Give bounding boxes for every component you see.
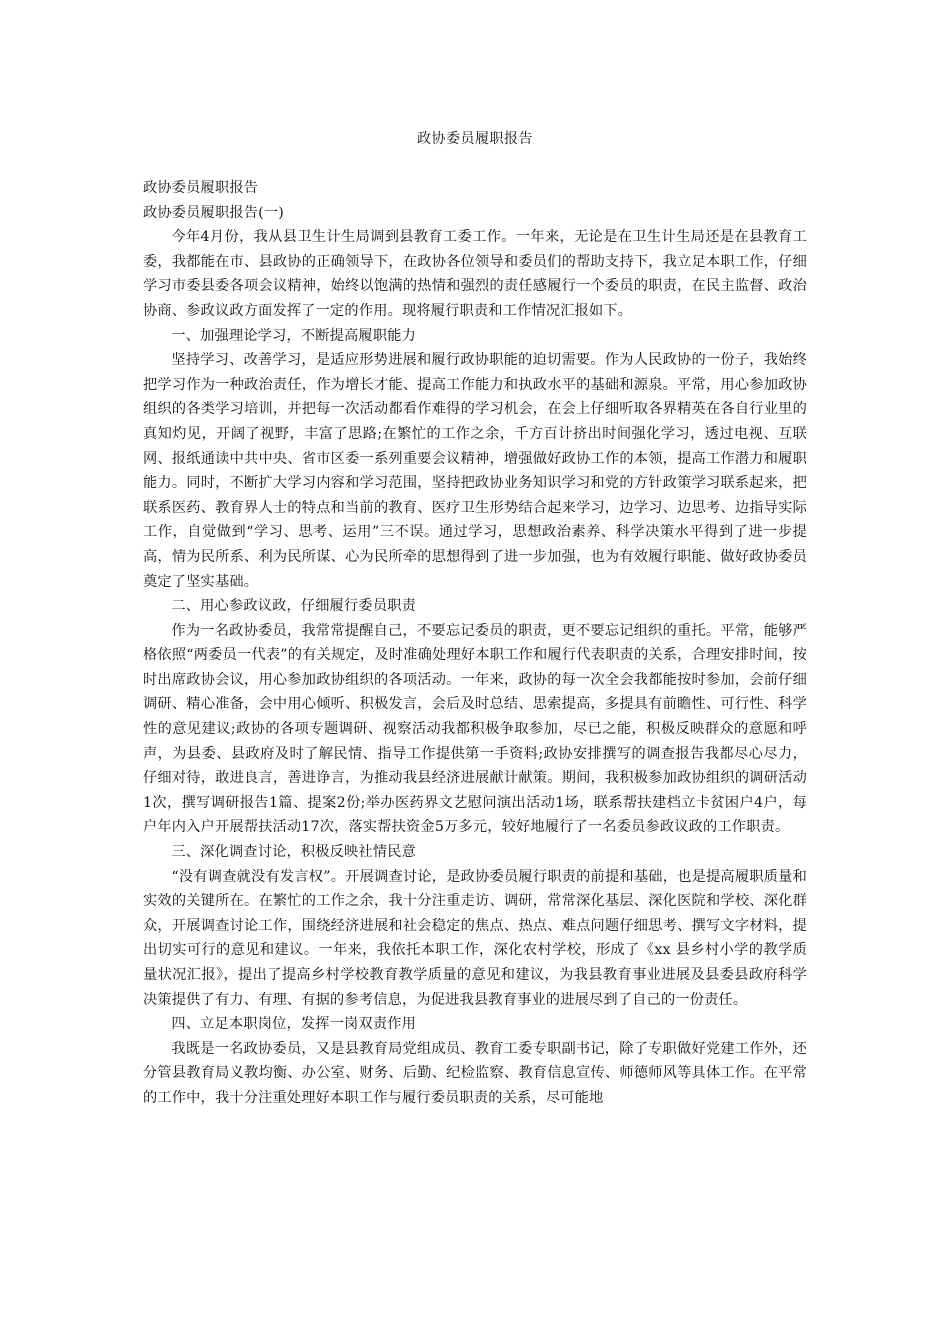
section-heading: 二、用心参政议政，仔细履行委员职责 [171, 598, 416, 615]
section-heading: 一、加强理论学习，不断提高履职能力 [171, 327, 416, 344]
paragraph: “没有调查就没有发言权”。开展调查讨论，是政协委员履行职责的前提和基础，也是提高履职质量和实效的关键所在。在繁忙的工作之余，我十分注重走访、调研，常常深化基层、深化医院和学校、深化群众，开展调查讨论工作，围绕经济进展和社会稳定的焦点、热点、难点问题仔细思考、撰写文字材料，提出切实可行的意见和建议。一年来，我依托本职工作，深化农村学校，形成了《xx 县乡村小学的教学质量状况汇报》，提出了提高乡村学校教育教学质量的意见和建议，为我县教育事业进展及县委县政府科学决策提供了有力、有理、有据的参考信息，为促进我县教育事业的进展尽到了自己的一份责任。 [143, 868, 807, 1008]
paragraph: 坚持学习、改善学习，是适应形势进展和履行政协职能的迫切需要。作为人民政协的一份子，我始终把学习作为一种政治责任，作为增长才能、提高工作能力和执政水平的基础和源泉。平常，用心参加政协组织的各类学习培训，并把每一次活动都看作难得的学习机会，在会上仔细听取各界精英在各自行业里的真知灼见，开阔了视野，丰富了思路;在繁忙的工作之余，千方百计挤出时间强化学习，透过电视、互联网、报纸通读中共中央、省市区委一系列重要会议精神，增强做好政协工作的本领，提高工作潜力和履职能力。同时，不断扩大学习内容和学习范围，坚持把政协业务知识学习和党的方针政策学习联系起来，把联系医药、教育界人士的特点和当前的教育、医疗卫生形势结合起来学习，边学习、边思考、边指导实际工作，自觉做到“学习、思考、运用”三不误。通过学习，思想政治素养、科学决策水平得到了进一步提高，情为民所系、利为民所谋、心为民所牵的思想得到了进一步加强，也为有效履行职能、做好政协委员奠定了坚实基础。 [143, 352, 807, 590]
paragraph: 我既是一名政协委员，又是县教育局党组成员、教育工委专职副书记，除了专职做好党建工作外，还分管县教育局义教均衡、办公室、财务、后勤、纪检监察、教育信息宣传、师德师风等具体工作。在平常的工作中，我十分注重处理好本职工作与履行委员职责的关系，尽可能地 [143, 1040, 807, 1106]
lead-line: 政协委员履职报告(一) [143, 204, 284, 221]
section-heading: 四、立足本职岗位，发挥一岗双责作用 [171, 1016, 416, 1033]
lead-line: 政协委员履职报告 [143, 180, 259, 196]
paragraph: 作为一名政协委员，我常常提醒自己，不要忘记委员的职责，更不要忘记组织的重托。平常，能够严格依照“两委员一代表”的有关规定，及时准确处理好本职工作和履行代表职责的关系，合理安排时间，按时出席政协会议，用心参加政协组织的各项活动。一年来，政协的每一次全会我都能按时参加，会前仔细调研、精心准备，会中用心倾听、积极发言，会后及时总结、思索提高，多提具有前瞻性、可行性、科学性的意见建议;政协的各项专题调研、视察活动我都积极争取参加，尽已之能，积极反映群众的意愿和呼声，为县委、县政府及时了解民情、指导工作提供第一手资料;政协安排撰写的调查报告我都尽心尽力，仔细对待，敢进良言，善进诤言，为推动我县经济进展献计献策。期间，我积极参加政协组织的调研活动1次，撰写调研报告1篇、提案2份;举办医药界文艺慰问演出活动1场，联系帮扶建档立卡贫困户4户，每户年内入户开展帮扶活动17次，落实帮扶资金5万多元，较好地履行了一名委员参政议政的工作职责。 [143, 622, 807, 836]
paragraph: 今年4月份，我从县卫生计生局调到县教育工委工作。一年来，无论是在卫生计生局还是在县教育工委，我都能在市、县政协的正确领导下，在政协各位领导和委员们的帮助支持下，我立足本职工作，仔细学习市委县委各项会议精神，始终以饱满的热情和强烈的责任感履行一个委员的职责，在民主监督、政治协商、参政议政方面发挥了一定的作用。现将履行职责和工作情况汇报如下。 [143, 229, 807, 319]
document-body [143, 176, 807, 1111]
section-heading: 三、深化调查讨论，积极反映社情民意 [171, 844, 416, 861]
page-title: 政协委员履职报告 [417, 131, 533, 147]
